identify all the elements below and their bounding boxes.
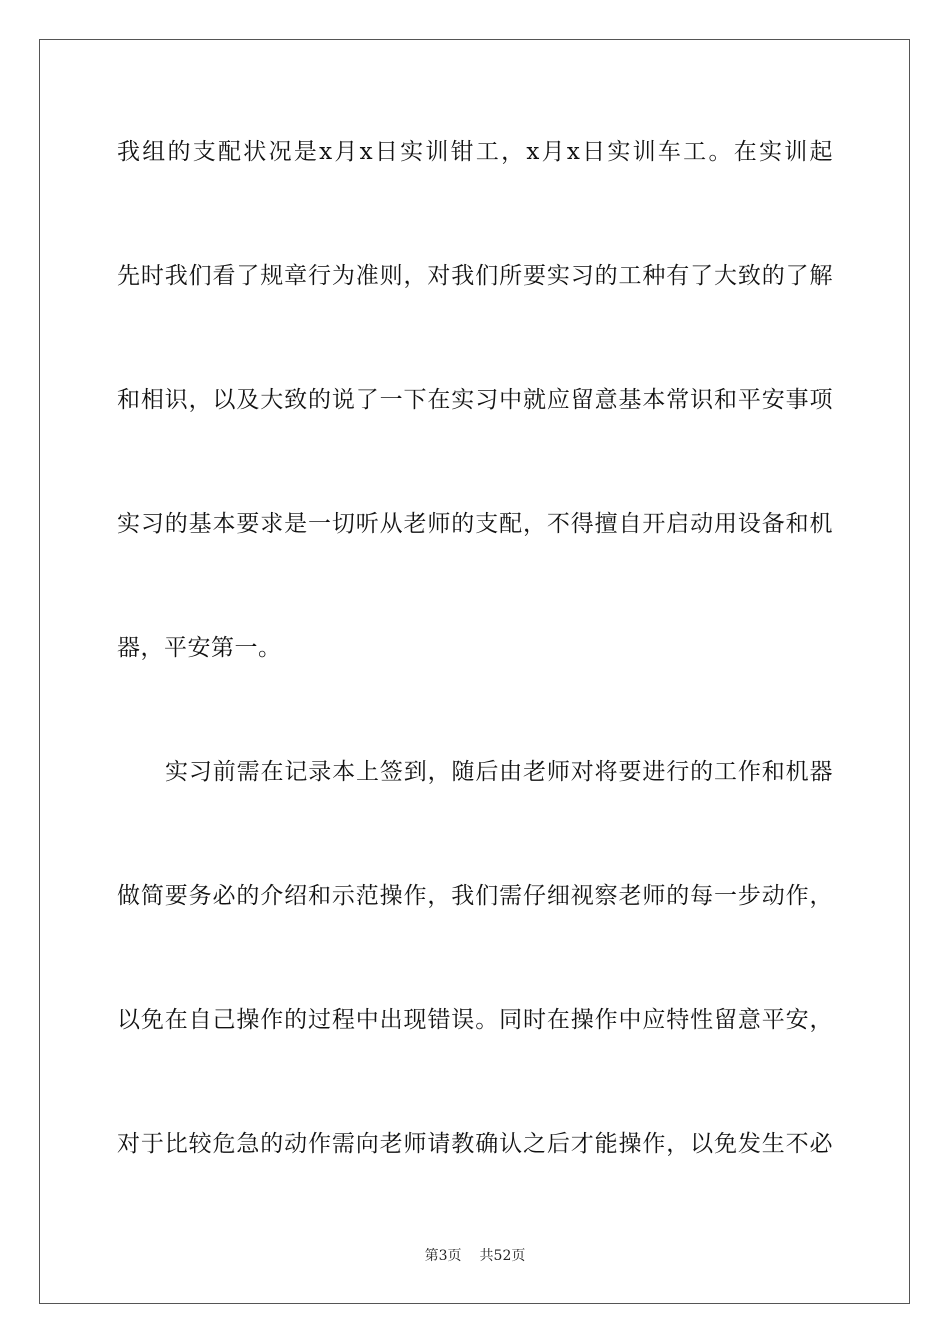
text-line: 实习前需在记录本上签到，随后由老师对将要进行的工作和机器 [165, 759, 833, 785]
text-line: 和相识，以及大致的说了一下在实习中就应留意基本常识和平安事项 [117, 387, 833, 413]
text-line: 做简要务必的介绍和示范操作，我们需仔细视察老师的每一步动作， [117, 883, 833, 909]
text-line: 我组的支配状况是x月x日实训钳工，x月x日实训车工。在实训起 [117, 139, 833, 165]
text-line: 先时我们看了规章行为准则，对我们所要实习的工种有了大致的了解 [117, 263, 833, 289]
text-line: 以免在自己操作的过程中出现错误。同时在操作中应特性留意平安， [117, 1007, 833, 1033]
page-footer [0, 1247, 950, 1265]
text-line: 器，平安第一。 [117, 635, 282, 661]
text-line: 对于比较危急的动作需向老师请教确认之后才能操作，以免发生不必 [117, 1131, 833, 1157]
text-line: 实习的基本要求是一切听从老师的支配，不得擅自开启动用设备和机 [117, 511, 833, 537]
page-border [39, 39, 910, 1304]
page-number: 第3页 [424, 1248, 462, 1264]
page-total: 共52页 [479, 1248, 526, 1264]
